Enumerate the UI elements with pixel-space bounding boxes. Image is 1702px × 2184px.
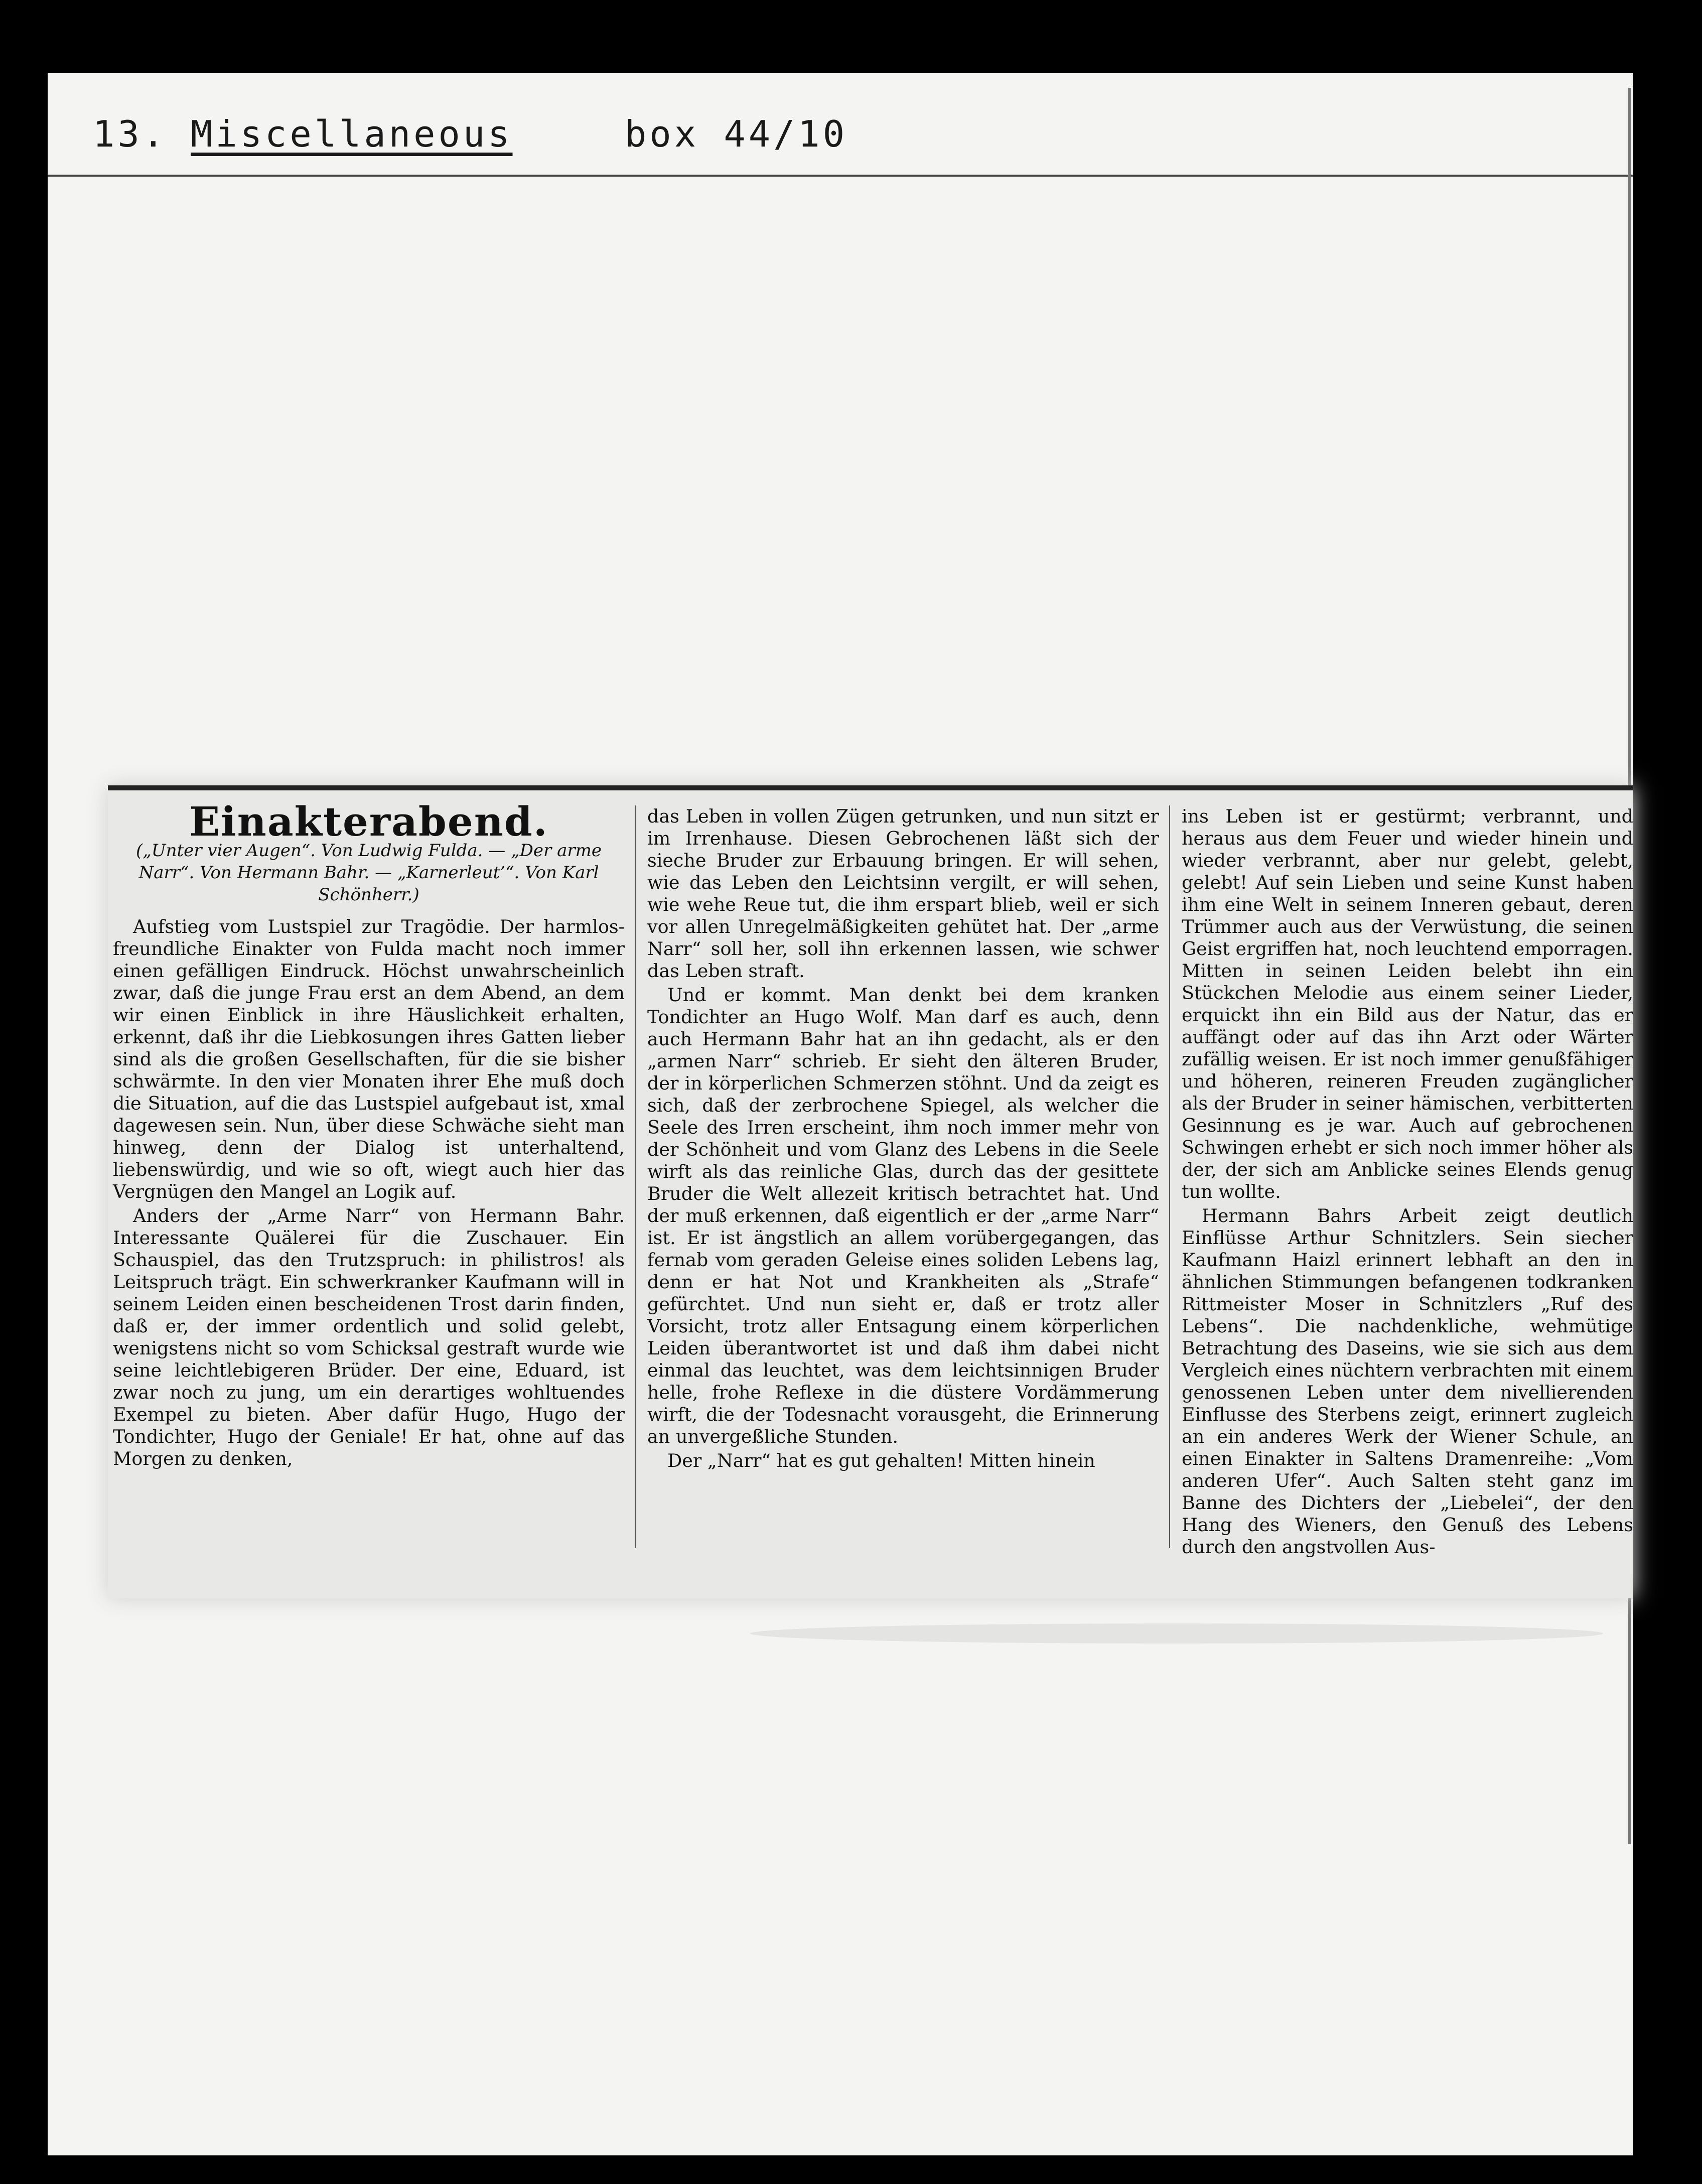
paragraph: Und er kommt. Man denkt bei dem kranken Tondichter an Hugo Wolf. Man darf es auch, denn auch Hermann Bahr hat an ihn gedacht, als er den „armen Narr“ schrieb. Er sieht den älteren Bruder, der in körperlichen Schmerzen stöhnt. Und da zeigt es sich, daß der zerbrochene Spiegel, als welcher die Seele des Irren erscheint, ihm noch immer mehr von der Schönheit und vom Glanz des Lebens in die Seele wirft als das reinliche Glas, durch das der gesittete Bruder die Welt allezeit kritisch betrachtet hat. Und der muß erkennen, daß eigentlich er der „arme Narr“ ist. Er ist ängstlich an allem vorübergegangen, das fernab vom geraden Geleise eines soliden Lebens lag, denn er hat Not und Krankheiten als „Strafe“ gefürchtet. Und nun sieht er, daß er trotz aller Vorsicht, trotz aller Entsagung einem körperlichen Leiden überantwortet ist und daß ihm dabei nicht einmal das leuchtet, was dem leichtsinnigen Bruder helle, frohe Reflexe in die düstere Vordämmerung wirft, die der Todesnacht vorausgeht, die Erinnerung an unvergeßliche Stunden. bbox=[647, 984, 1159, 1447]
paragraph: ins Leben ist er gestürmt; verbrannt, und heraus aus dem Feuer und wieder hinein und wieder verbrannt, aber nur gelebt, gelebt, gelebt! Auf sein Lieben und seine Kunst haben ihm eine Welt in seinem Inneren gebaut, deren Trümmer auch aus der Verwüstung, die seinen Geist ergriffen hat, noch leuchtend emporragen. Mitten in seinen Leiden belebt ihn ein Stückchen Melodie aus einem seiner Lieder, erquickt ihn ein Bild aus der Natur, das er auffängt oder auf das ihn Arzt oder Wärter zufällig weisen. Er ist noch immer genußfähiger und höheren, reineren Freuden zugänglicher als der Bruder in seiner hämischen, verbitterten Gesinnung es je war. Auch auf gebrochenen Schwingen erhebt er sich noch immer höher als der, der sich am Anblicke seines Elends genug tun wollte. bbox=[1182, 805, 1633, 1202]
article-subtitle: („Unter vier Augen“. Von Ludwig Fulda. — „Der arme Narr“. Von Hermann Bahr. — „Karnerleut’“. Von Karl Schönherr.) bbox=[136, 841, 602, 905]
column-separator bbox=[1169, 805, 1170, 1548]
clipping-top-rule bbox=[108, 785, 1633, 790]
paragraph: Anders der „Arme Narr“ von Hermann Bahr. Interessante Quälerei für die Zuschauer. Ein Schauspiel, das den Trutzspruch: in philistros! als Leitspruch trägt. Ein schwerkranker Kaufmann will in seinem Leiden einen bescheidenen Trost darin finden, daß er, der immer ordentlich und solid gelebt, wenigstens nicht so vom Schicksal gestraft wurde wie seine leichtlebigeren Brüder. Der eine, Eduard, ist zwar noch zu jung, um ein derartiges wohltuendes Exempel zu bieten. Aber dafür Hugo, Hugo der Tondichter, Hugo der Geniale! Er hat, ohne auf das Morgen zu denken, bbox=[113, 1205, 625, 1469]
scan-smudge bbox=[750, 1623, 1603, 1644]
article-column-2 bbox=[647, 805, 1159, 1474]
header-rule bbox=[48, 175, 1633, 177]
paragraph: Hermann Bahrs Arbeit zeigt deutlich Einflüsse Arthur Schnitzlers. Sein siecher Kaufmann Haizl erinnert lebhaft an den in ähnlichen Stimmungen befangenen todkranken Rittmeister Moser in Schnitzlers „Ruf des Lebens“. Die nachdenkliche, wehmütige Betrachtung des Daseins, wie sie sich aus dem Vergleich eines nüchtern verbrachten mit einem genossenen Leben unter dem nivellierenden Einflusse des Sterbens zeigt, erinnert zugleich an ein anderes Werk der Wiener Schule, an einen Einakter in Saltens Dramenreihe: „Vom anderen Ufer“. Auch Salten steht ganz im Banne des Dichters der „Liebelei“, der den Hang des Wieners, den Genuß des Lebens durch den angstvollen Aus- bbox=[1182, 1205, 1633, 1558]
article-title: Einakterabend. bbox=[189, 798, 548, 845]
archive-page bbox=[48, 73, 1633, 2155]
paragraph: Der „Narr“ hat es gut gehalten! Mitten hinein bbox=[667, 1450, 1095, 1471]
column-separator bbox=[635, 805, 636, 1548]
paragraph: Aufstieg vom Lustspiel zur Tragödie. Der harmlos-freundliche Einakter von Fulda macht noch immer einen gefälligen Eindruck. Höchst unwahrscheinlich zwar, daß die junge Frau erst an dem Abend, an dem wir einen Einblick in ihre Häuslichkeit erhalten, erkennt, daß ihr die Liebkosungen ihres Gatten lieber sind als die großen Gesellschaften, für die sie bisher schwärmte. In den vier Monaten ihrer Ehe muß doch die Situation, auf die das Lustspiel aufgebaut ist, xmal dagewesen sein. Nun, über diese Schwäche sieht man hinweg, denn der Dialog ist unterhaltend, liebenswürdig, und wie so oft, wiegt auch hier das Vergnügen den Mangel an Logik auf. bbox=[113, 916, 625, 1202]
folder-title: Miscellaneous bbox=[191, 113, 513, 155]
article-column-1 bbox=[113, 798, 625, 1472]
newspaper-clipping bbox=[108, 785, 1633, 1598]
archive-header bbox=[48, 113, 1633, 198]
paragraph: das Leben in vollen Zügen getrunken, und nun sitzt er im Irrenhause. Diesen Gebrochenen läßt sich der sieche Bruder zur Erbauung bringen. Er will sehen, wie das Leben den Leichtsinn vergilt, er will sehen, wie wehe Reue tut, die ihm erspart blieb, weil er sich vor allen Unregelmäßigkeiten gehütet hat. Der „arme Narr“ soll her, soll ihn erkennen lassen, wie schwer das Leben straft. bbox=[647, 805, 1159, 982]
article-column-3 bbox=[1182, 805, 1633, 1560]
folder-number: 13. bbox=[93, 113, 168, 155]
box-label: box 44/10 bbox=[625, 113, 848, 155]
